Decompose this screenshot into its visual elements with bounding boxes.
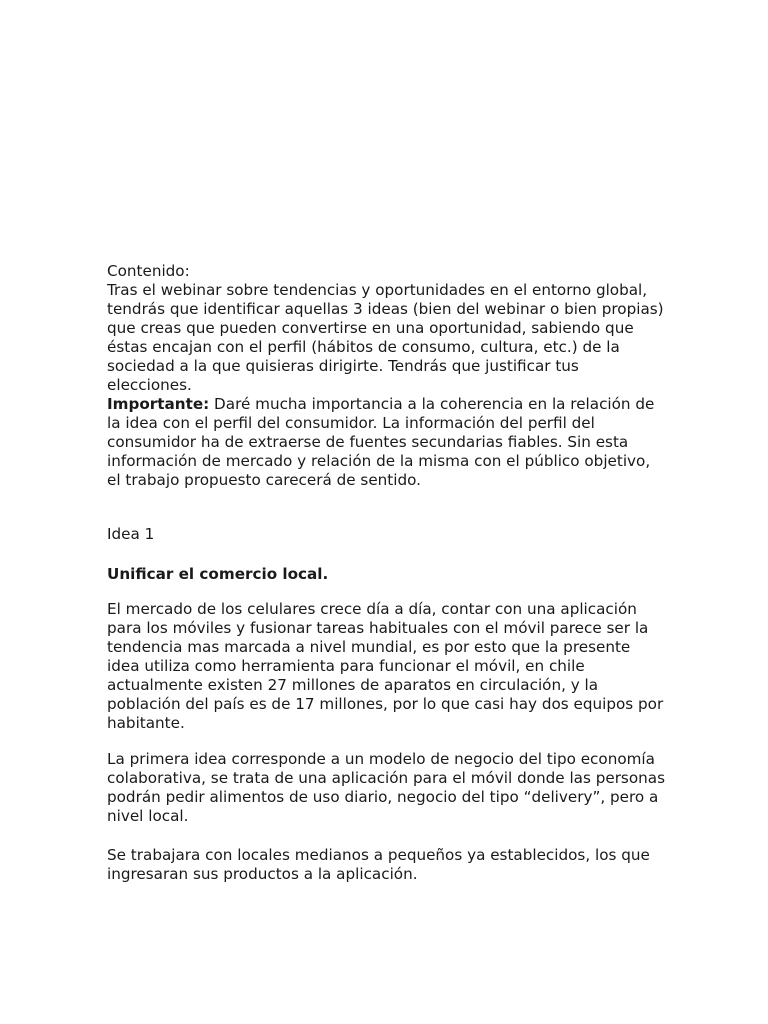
intro-section xyxy=(107,262,667,490)
paragraph-text: La primera idea corresponde a un modelo de negocio del tipo economía colaborativa, se trata de una aplicación para el móvil donde las personas podrán pedir alimentos de uso diario, negocio del tipo “delivery”, pero a nivel local. xyxy=(107,750,665,825)
paragraph xyxy=(107,750,667,826)
important-label: Importante: xyxy=(107,395,210,413)
intro-body: Tras el webinar sobre tendencias y oportunidades en el entorno global, tendrás que identificar aquellas 3 ideas (bien del webinar o bien propias) que creas que pueden convertirse en una oportunidad, sabiendo que éstas encajan con el perfil (hábitos de consumo, cultura, etc.) de la sociedad a la que quisieras dirigirte. Tendrás que justificar tus elecciones. xyxy=(107,281,664,394)
paragraph xyxy=(107,600,667,733)
paragraph-text: El mercado de los celulares crece día a día, contar con una aplicación para los móviles y fusionar tareas habituales con el móvil parece ser la tendencia mas marcada a nivel mundial, es por esto que la presente idea utiliza como herramienta para funcionar el móvil, en chile actualmente existen 27 millones de aparatos en circulación, y la población del país es de 17 millones, por lo que casi hay dos equipos por habitante. xyxy=(107,600,664,732)
idea-label: Idea 1 xyxy=(107,525,155,543)
paragraph-text: Se trabajara con locales medianos a pequeños ya establecidos, los que ingresaran sus productos a la aplicación. xyxy=(107,846,650,883)
intro-heading: Contenido: xyxy=(107,262,190,280)
paragraph xyxy=(107,846,667,884)
important-note xyxy=(107,395,667,490)
idea-title: Unificar el comercio local. xyxy=(107,565,329,583)
important-text: Daré mucha importancia a la coherencia en la relación de la idea con el perfil del consumidor. La información del perfil del consumidor ha de extraerse de fuentes secundarias fiables. Sin esta información de mercado y relación de la misma con el público objetivo, el trabajo propuesto carecerá de sentido. xyxy=(107,395,655,489)
